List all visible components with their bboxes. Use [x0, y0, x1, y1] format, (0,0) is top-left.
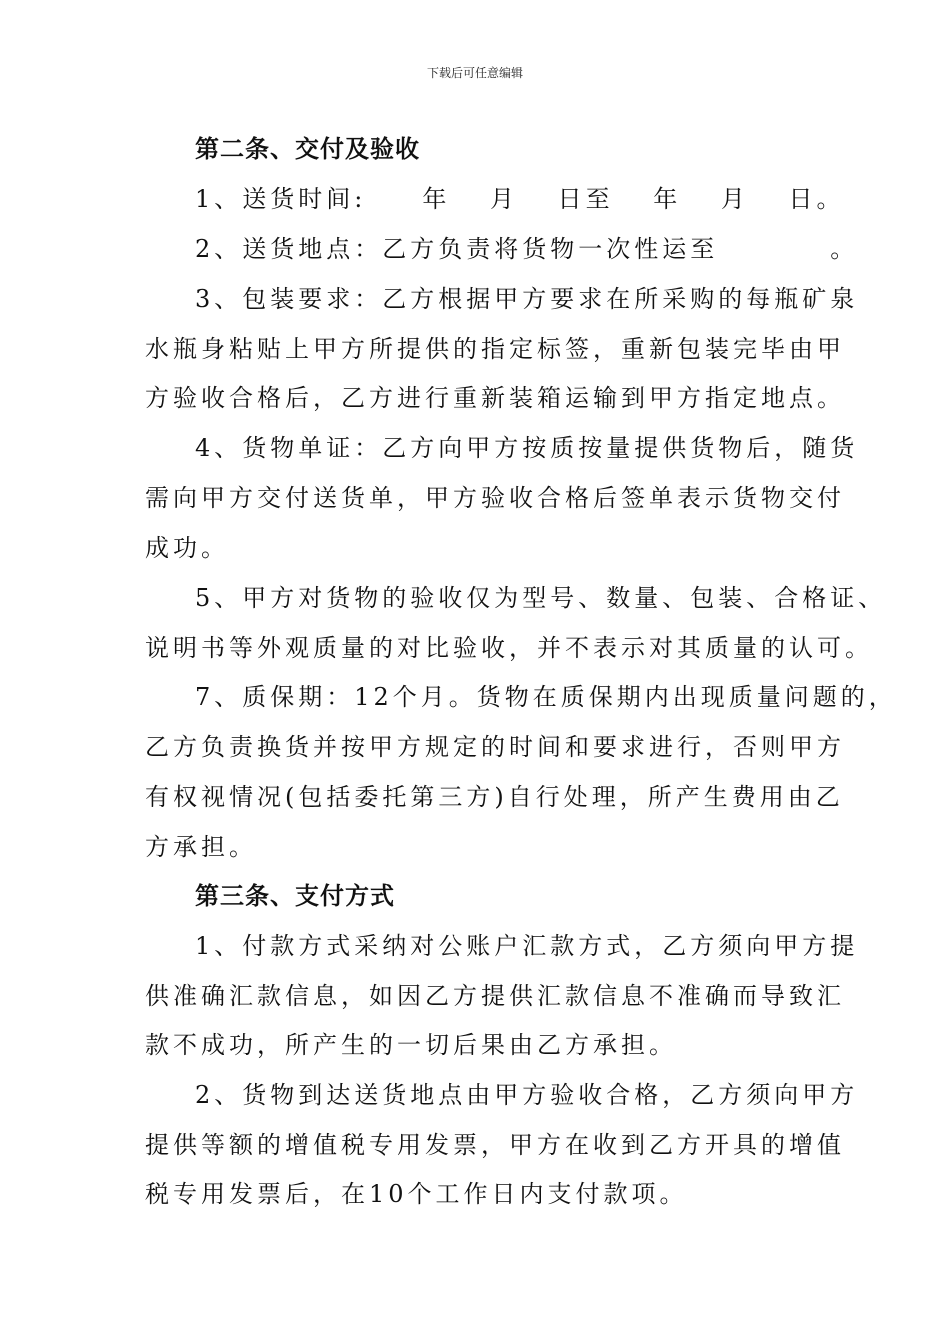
payment-method-line-2: 供准确汇款信息，如因乙方提供汇款信息不准确而导致汇 [145, 982, 845, 1010]
section-heading-delivery: 第二条、交付及验收 [195, 135, 420, 163]
inspection-line-1: 5、甲方对货物的验收仅为型号、数量、包装、合格证、 [195, 584, 887, 612]
document-line-1: 4、货物单证：乙方向甲方按质按量提供货物后，随货 [195, 434, 859, 462]
invoice-line-2: 提供等额的增值税专用发票，甲方在收到乙方开具的增值 [145, 1131, 845, 1159]
document-line-2: 需向甲方交付送货单，甲方验收合格后签单表示货物交付 [145, 484, 845, 512]
warranty-line-3: 有权视情况(包括委托第三方)自行处理，所产生费用由乙 [145, 783, 844, 811]
delivery-time-line: 1、送货时间: 年 月 日至 年 月 日。 [195, 185, 845, 213]
packaging-line-1: 3、包装要求：乙方根据甲方要求在所采购的每瓶矿泉 [195, 285, 859, 313]
payment-method-line-3: 款不成功，所产生的一切后果由乙方承担。 [145, 1031, 677, 1059]
header-note: 下载后可任意编辑 [426, 66, 523, 80]
section-heading-payment: 第三条、支付方式 [195, 882, 395, 910]
inspection-line-2: 说明书等外观质量的对比验收，并不表示对其质量的认可。 [145, 634, 873, 662]
packaging-line-2: 水瓶身粘贴上甲方所提供的指定标签，重新包装完毕由甲 [145, 335, 845, 363]
delivery-place-line: 2、送货地点：乙方负责将货物一次性运至 。 [195, 235, 859, 263]
warranty-line-1: 7、质保期：12个月。货物在质保期内出现质量问题的， [195, 683, 897, 711]
document-line-3: 成功。 [145, 534, 229, 562]
warranty-line-2: 乙方负责换货并按甲方规定的时间和要求进行，否则甲方 [145, 733, 845, 761]
packaging-line-3: 方验收合格后，乙方进行重新装箱运输到甲方指定地点。 [145, 384, 845, 412]
payment-method-line-1: 1、付款方式采纳对公账户汇款方式，乙方须向甲方提 [195, 932, 859, 960]
invoice-line-3: 税专用发票后，在10个工作日内支付款项。 [145, 1180, 688, 1208]
invoice-line-1: 2、货物到达送货地点由甲方验收合格，乙方须向甲方 [195, 1081, 859, 1109]
warranty-line-4: 方承担。 [145, 833, 257, 861]
